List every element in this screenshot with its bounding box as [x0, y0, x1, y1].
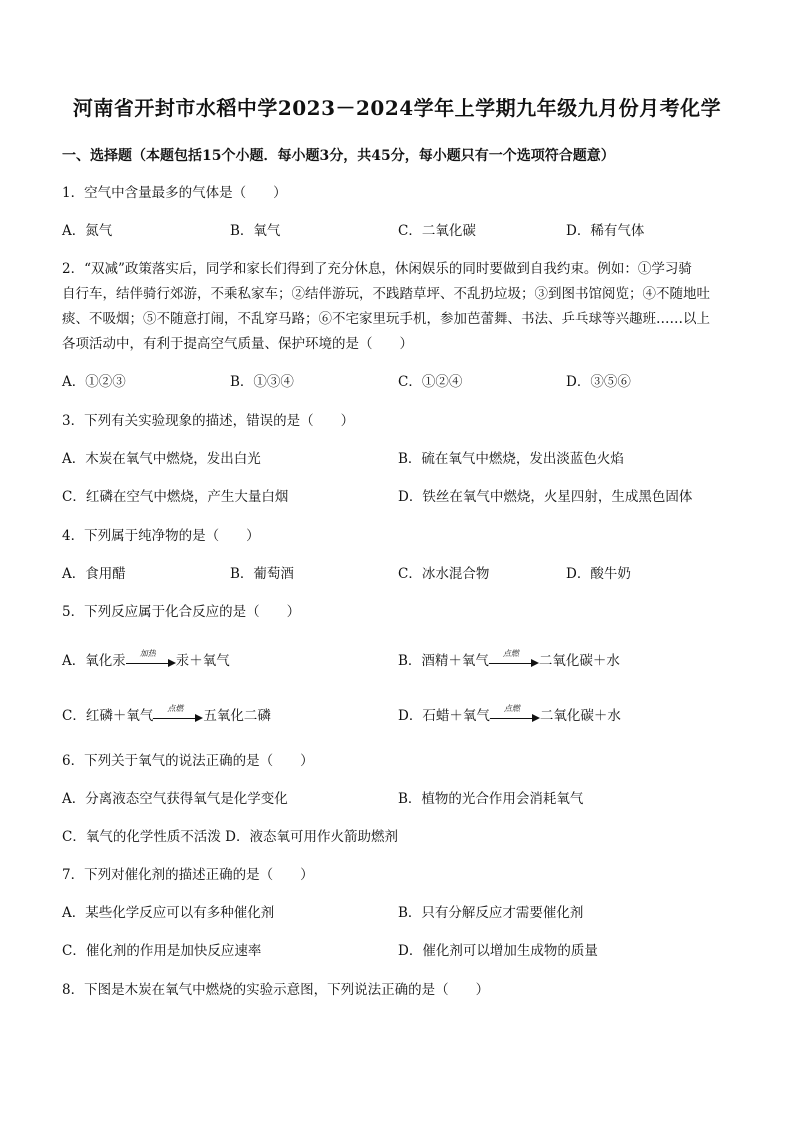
question-4-stem: 4．下列属于纯净物的是（ ）: [62, 528, 260, 544]
question-2-stem-line-2: 自行车，结伴骑行郊游，不乘私家车；②结伴游玩，不践踏草坪、不乱扔垃圾；③到图书馆阅览；④不随地吐: [62, 286, 710, 302]
question-5-stem: 5．下列反应属于化合反应的是（ ）: [62, 604, 301, 620]
reaction-condition: 点燃: [503, 703, 520, 713]
question-2-option-a: A．①②③: [62, 374, 126, 390]
question-1-stem: 1．空气中含量最多的气体是（ ）: [62, 185, 287, 201]
reactant-text: D．石蜡＋氧气: [398, 708, 490, 724]
product-text: 五氧化二磷: [203, 708, 271, 724]
question-2-stem-line-1: 2．“双减”政策落实后，同学和家长们得到了充分休息，休闲娱乐的同时要做到自我约束。例如：①学习骑: [62, 261, 692, 277]
question-2-option-b: B．①③④: [230, 374, 294, 390]
reaction-condition: 加热: [139, 648, 156, 658]
reactant-text: A．氧化汞: [62, 653, 126, 669]
reaction-condition: 点燃: [502, 648, 519, 658]
reactant-text: C．红磷＋氧气: [62, 708, 154, 724]
question-4-option-a: A．食用醋: [62, 566, 126, 582]
question-7-option-b: B．只有分解反应才需要催化剂: [398, 905, 584, 921]
question-6-option-b: B．植物的光合作用会消耗氧气: [398, 791, 584, 807]
question-7-stem: 7．下列对催化剂的描述正确的是（ ）: [62, 867, 314, 883]
question-7-option-c: C．催化剂的作用是加快反应速率: [62, 943, 262, 959]
reaction-arrow-icon: [153, 703, 203, 724]
question-3-option-b: B．硫在氧气中燃烧，发出淡蓝色火焰: [398, 451, 624, 467]
question-2-option-d: D．③⑤⑥: [566, 374, 631, 390]
reaction-arrow-icon: [489, 648, 539, 669]
question-1-option-d: D．稀有气体: [566, 223, 645, 239]
product-text: 汞＋氧气: [175, 653, 230, 669]
reaction-arrow-icon: [126, 648, 176, 669]
product-text: 二氧化碳＋水: [538, 653, 620, 669]
question-6-stem: 6．下列关于氧气的说法正确的是（ ）: [62, 753, 314, 769]
question-4-option-c: C．冰水混合物: [398, 566, 490, 582]
question-1-option-c: C．二氧化碳: [398, 223, 476, 239]
question-4-option-b: B．葡萄酒: [230, 566, 294, 582]
question-3-stem: 3．下列有关实验现象的描述，错误的是（ ）: [62, 413, 355, 429]
question-5-option-d: [398, 703, 621, 726]
product-text: 二氧化碳＋水: [539, 708, 621, 724]
question-3-option-a: A．木炭在氧气中燃烧，发出白光: [62, 451, 261, 467]
question-7-option-a: A．某些化学反应可以有多种催化剂: [62, 905, 275, 921]
question-4-option-d: D．酸牛奶: [566, 566, 631, 582]
question-8-stem: 8．下图是木炭在氧气中燃烧的实验示意图，下列说法正确的是（ ）: [62, 982, 490, 998]
question-1-option-a: A．氮气: [62, 223, 113, 239]
reactant-text: B．酒精＋氧气: [398, 653, 489, 669]
question-3-option-d: D．铁丝在氧气中燃烧，火星四射，生成黑色固体: [398, 489, 693, 505]
question-6-options-cd: C．氧气的化学性质不活泼 D．液态氧可用作火箭助燃剂: [62, 829, 398, 845]
question-2-stem-line-3: 痰、不吸烟；⑤不随意打闹，不乱穿马路；⑥不宅家里玩手机，参加芭蕾舞、书法、乒乓球等兴趣班……以上: [62, 311, 710, 327]
reaction-condition: 点燃: [167, 703, 184, 713]
reaction-arrow-icon: [490, 703, 540, 724]
question-7-option-d: D．催化剂可以增加生成物的质量: [398, 943, 598, 959]
section-heading: 一、选择题（本题包括15个小题．每小题3分，共45分，每小题只有一个选项符合题意）: [62, 148, 615, 164]
page-title: 河南省开封市水稻中学2023－2024学年上学期九年级九月份月考化学: [72, 96, 722, 120]
question-2-stem-line-4: 各项活动中，有利于提高空气质量、保护环境的是（ ）: [62, 336, 413, 352]
question-5-option-b: [398, 648, 620, 671]
question-2-option-c: C．①②④: [398, 374, 463, 390]
question-5-option-c: [62, 703, 271, 726]
question-5-option-a: [62, 648, 230, 671]
question-1-option-b: B．氧气: [230, 223, 281, 239]
question-6-option-a: A．分离液态空气获得氧气是化学变化: [62, 791, 288, 807]
question-3-option-c: C．红磷在空气中燃烧，产生大量白烟: [62, 489, 289, 505]
